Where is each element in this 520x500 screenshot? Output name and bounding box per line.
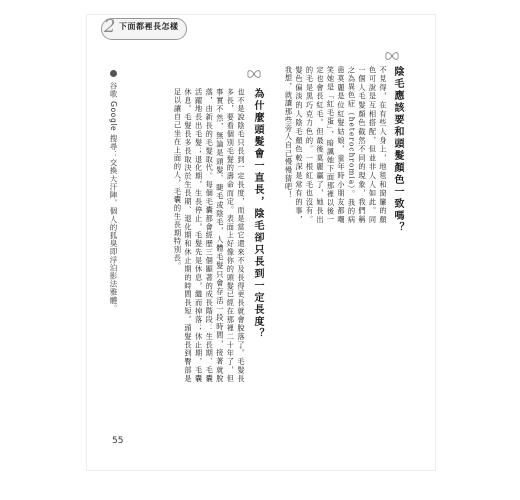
chapter-number: 2: [104, 16, 116, 37]
section1-body: 不見得，在有些人身上，地毯和窗簾的顏色可說是互相搭配，但並非人人如此。同一個人毛髮顏色截然不同的現象，我們稱之為異色症（heterochromia）。我的病患莫麗是位紅髮姑娘，童年時小朋友都嘲笑她是「紅毛蛋」，暗諷她下面那裡以後一定也會長紅毛。但最後莫麗贏了，她長出的毛是黑巧克力色的。一根紅毛也沒有。髮色偏淡的人陰毛顏色較深是常有的事，我想，就讓那些旁人自己慢慢猜吧！: [284, 66, 388, 224]
side-note-text: 谷歌 Google 搜尋：交換大汗陣，個人的狐臭即浮泊影法雅體。: [109, 81, 118, 313]
flower-icon: [384, 50, 400, 62]
bullet-dot-icon: [110, 70, 117, 77]
flower-icon: [246, 68, 262, 80]
chapter-title: 下面都裡長怎樣: [119, 22, 179, 31]
section1-title: 陰毛應該要和頭髮顏色一致嗎？: [392, 66, 403, 234]
section2-title: 為什麼頭髮會一直長，陰毛卻只長到一定長度？: [252, 88, 263, 340]
chapter-header: [101, 18, 179, 40]
side-note: [108, 70, 118, 400]
section2-body: 也不是說陰毛只長到一定長度，而是當它還來不及長得更長就會脫落了。毛髮長多長，要看個別毛髮的壽命而定。表面上好像你的頭髮已經在那裡二十年了，但事實不然，無論是頭髮、睫毛或陰毛，人體毛髮只會存活一段時間，接著就脫落，由新長的毛髮取代。每個毛囊都會經歷三個顯著的成長階段：生長期、毛囊活躍地長出毛髮；退化期，生長停止，毛髮先是休息，繼而掉落；休止期，毛囊休息。毛髮長多長取決於生長期、退化期和休止期的時間長短。頭髮長到臀部是足以讓自己坐在上面的人，毛囊的生長期特別長。: [173, 88, 246, 383]
page-number: 55: [112, 436, 124, 446]
